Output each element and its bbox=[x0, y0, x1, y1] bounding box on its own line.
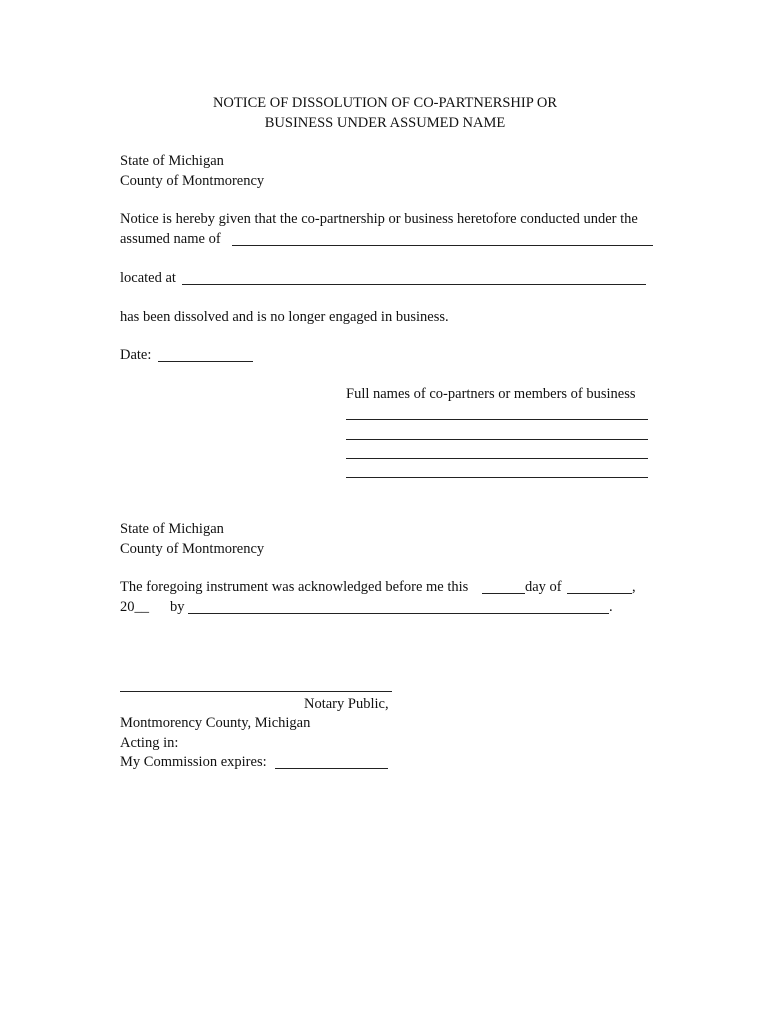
document-title-line-2: BUSINESS UNDER ASSUMED NAME bbox=[264, 115, 506, 131]
located-label: located at bbox=[120, 270, 176, 286]
assumed-name-row bbox=[120, 230, 221, 248]
commission-expires-field[interactable] bbox=[275, 768, 388, 769]
ack-by-label: by bbox=[170, 599, 185, 615]
notary-county-state: Montmorency County, Michigan bbox=[120, 715, 311, 731]
partner-name-field-3[interactable] bbox=[346, 458, 648, 459]
partner-name-field-2[interactable] bbox=[346, 439, 648, 440]
location-field[interactable] bbox=[182, 284, 646, 285]
document-title-line-1: NOTICE OF DISSOLUTION OF CO-PARTNERSHIP OR bbox=[212, 95, 558, 111]
notary-commission-label: My Commission expires: bbox=[120, 754, 267, 770]
notice-text: Notice is hereby given that the co-partnership or business heretofore conducted under the bbox=[120, 211, 638, 227]
date-label: Date: bbox=[120, 347, 152, 363]
dissolved-statement: has been dissolved and is no longer engaged in business. bbox=[120, 309, 449, 325]
assumed-name-field[interactable] bbox=[232, 245, 653, 246]
ack-period: . bbox=[609, 599, 613, 615]
notary-public-title: Notary Public, bbox=[304, 696, 389, 712]
acknowledgment-text: The foregoing instrument was acknowledged before me this bbox=[120, 579, 469, 595]
assumed-name-label: assumed name of bbox=[120, 231, 221, 247]
partners-heading: Full names of co-partners or members of business bbox=[346, 386, 636, 402]
venue-state-bottom: State of Michigan bbox=[120, 521, 224, 537]
notary-acting-in: Acting in: bbox=[120, 735, 179, 751]
ack-month-field[interactable] bbox=[567, 593, 632, 594]
venue-state-top: State of Michigan bbox=[120, 153, 224, 169]
venue-county-bottom: County of Montmorency bbox=[120, 541, 265, 557]
partner-name-field-4[interactable] bbox=[346, 477, 648, 478]
ack-day-field[interactable] bbox=[482, 593, 525, 594]
ack-day-of-label: day of bbox=[525, 579, 562, 595]
ack-comma: , bbox=[632, 579, 636, 595]
partner-name-field-1[interactable] bbox=[346, 419, 648, 420]
ack-year-prefix: 20__ bbox=[120, 599, 149, 615]
ack-by-name-field[interactable] bbox=[188, 613, 609, 614]
notary-signature-line[interactable] bbox=[120, 691, 392, 692]
date-field[interactable] bbox=[158, 361, 253, 362]
venue-county-top: County of Montmorency bbox=[120, 173, 265, 189]
